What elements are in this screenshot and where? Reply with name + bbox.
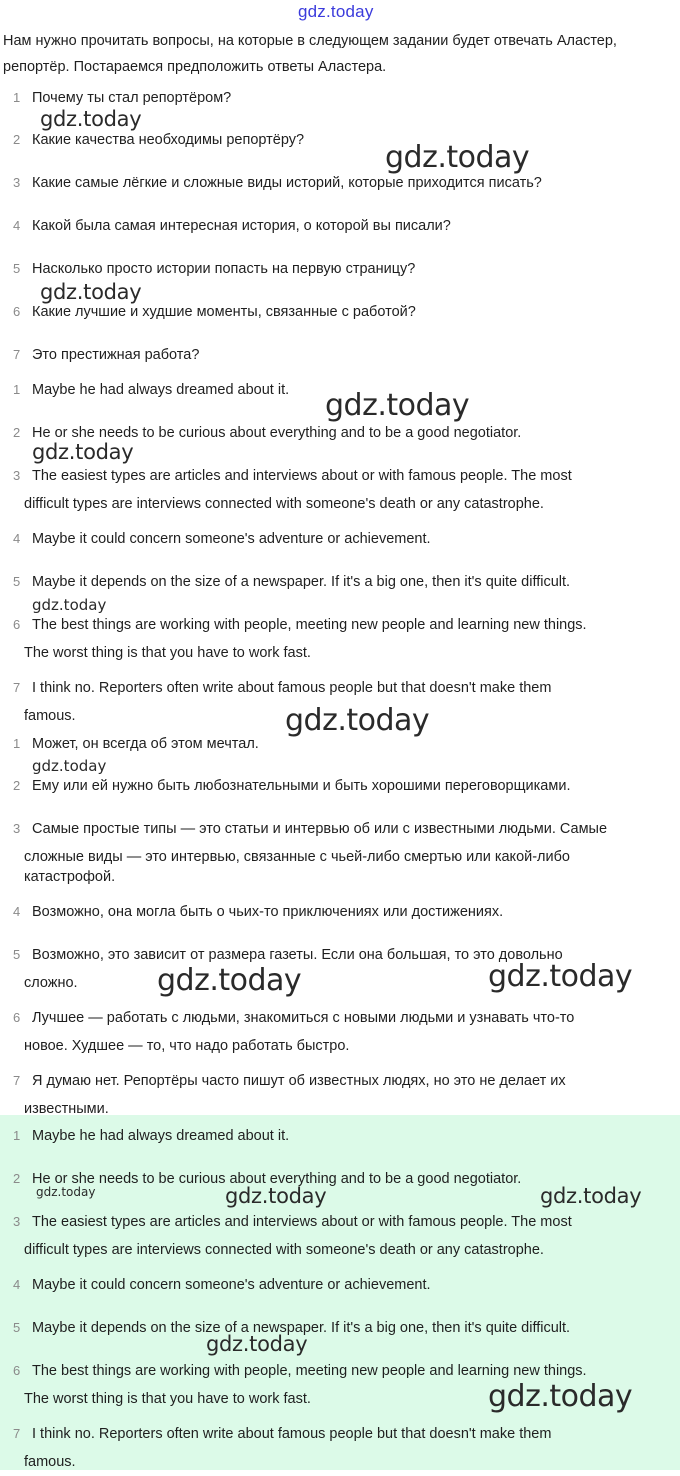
answer-text-continued: famous. <box>24 708 76 724</box>
item-number: 5 <box>13 947 21 962</box>
watermark: gdz.today <box>32 440 134 464</box>
question-text: Какие самые лёгкие и сложные виды историй, которые приходится писать? <box>32 175 542 191</box>
watermark: gdz.today <box>157 963 302 998</box>
answer-text: Я думаю нет. Репортёры часто пишут об известных людях, но это не делает их <box>32 1073 566 1089</box>
answer-text-continued: новое. Худшее — то, что надо работать быстро. <box>24 1038 350 1054</box>
watermark: gdz.today <box>40 107 142 131</box>
watermark: gdz.today <box>40 280 142 304</box>
answer-text-continued: известными. <box>24 1101 109 1117</box>
question-text: Какой была самая интересная история, о которой вы писали? <box>32 218 451 234</box>
answer-text-continued: сложно. <box>24 975 78 991</box>
answer-text: The best things are working with people, meeting new people and learning new things. <box>32 1363 587 1379</box>
item-number: 6 <box>13 1010 21 1025</box>
item-number: 4 <box>13 904 21 919</box>
item-number: 3 <box>13 821 21 836</box>
item-number: 6 <box>13 617 21 632</box>
intro-paragraph: Нам нужно прочитать вопросы, на которые в следующем задании будет отвечать Аластер, репортёр. Постараемся предположить ответы Аластера. <box>3 33 617 75</box>
question-text: Насколько просто истории попасть на первую страницу? <box>32 261 416 277</box>
answer-text-continued: difficult types are interviews connected with someone's death or any catastrophe. <box>24 1242 544 1258</box>
answer-text-continued: famous. <box>24 1454 76 1470</box>
answer-text-continued: The worst thing is that you have to work fast. <box>24 645 311 661</box>
item-number: 7 <box>13 347 21 362</box>
watermark: gdz.today <box>206 1332 308 1356</box>
answer-text: Возможно, это зависит от размера газеты. Если она большая, то это довольно <box>32 947 563 963</box>
item-number: 2 <box>13 132 21 147</box>
item-number: 5 <box>13 261 21 276</box>
answer-text-continued: катастрофой. <box>24 869 116 885</box>
item-number: 2 <box>13 778 21 793</box>
watermark: gdz.today <box>325 388 470 423</box>
item-number: 4 <box>13 531 21 546</box>
watermark: gdz.today <box>488 1379 633 1414</box>
item-number: 1 <box>13 382 21 397</box>
watermark: gdz.today <box>385 140 530 175</box>
watermark: gdz.today <box>32 596 107 614</box>
watermark: gdz.today <box>36 1185 96 1199</box>
answer-text: He or she needs to be curious about everything and to be a good negotiator. <box>32 425 522 441</box>
item-number: 1 <box>13 90 21 105</box>
watermark: gdz.today <box>285 703 430 738</box>
answer-text: Самые простые типы — это статьи и интервью об или с известными людьми. Самые <box>32 821 608 837</box>
question-text: Какие лучшие и худшие моменты, связанные с работой? <box>32 304 416 320</box>
item-number: 7 <box>13 1426 21 1441</box>
answer-text: I think no. Reporters often write about famous people but that doesn't make them <box>32 680 552 696</box>
answer-text: The best things are working with people, meeting new people and learning new things. <box>32 617 587 633</box>
item-number: 3 <box>13 175 21 190</box>
item-number: 2 <box>13 1171 21 1186</box>
item-number: 7 <box>13 1073 21 1088</box>
watermark: gdz.today <box>540 1184 642 1208</box>
answer-text-continued: difficult types are interviews connected with someone's death or any catastrophe. <box>24 496 544 512</box>
answer-text: Может, он всегда об этом мечтал. <box>32 736 259 752</box>
answer-text: The easiest types are articles and interviews about or with famous people. The most <box>32 1214 572 1230</box>
answer-text: Maybe it could concern someone's adventure or achievement. <box>32 1277 431 1293</box>
question-text: Какие качества необходимы репортёру? <box>32 132 305 148</box>
question-text: Это престижная работа? <box>32 347 200 363</box>
answer-text: The easiest types are articles and interviews about or with famous people. The most <box>32 468 572 484</box>
item-number: 5 <box>13 574 21 589</box>
item-number: 1 <box>13 1128 21 1143</box>
item-number: 7 <box>13 680 21 695</box>
answer-text: Maybe he had always dreamed about it. <box>32 382 290 398</box>
item-number: 3 <box>13 468 21 483</box>
watermark: gdz.today <box>488 959 633 994</box>
watermark: gdz.today <box>225 1184 327 1208</box>
answer-text: Ему или ей нужно быть любознательными и быть хорошими переговорщиками. <box>32 778 571 794</box>
answer-text-continued: The worst thing is that you have to work fast. <box>24 1391 311 1407</box>
watermark: gdz.today <box>32 757 107 775</box>
question-text: Почему ты стал репортёром? <box>32 90 232 106</box>
answer-text: Maybe it depends on the size of a newspaper. If it's a big one, then it's quite difficult. <box>32 574 571 590</box>
answer-text: I think no. Reporters often write about famous people but that doesn't make them <box>32 1426 552 1442</box>
item-number: 6 <box>13 1363 21 1378</box>
item-number: 2 <box>13 425 21 440</box>
answer-text: Maybe it could concern someone's adventure or achievement. <box>32 531 431 547</box>
answer-text: Maybe it depends on the size of a newspaper. If it's a big one, then it's quite difficult. <box>32 1320 571 1336</box>
top-watermark: gdz.today <box>298 2 374 21</box>
item-number: 4 <box>13 218 21 233</box>
answer-text: Maybe he had always dreamed about it. <box>32 1128 290 1144</box>
item-number: 4 <box>13 1277 21 1292</box>
answer-text: Лучшее — работать с людьми, знакомиться с новыми людьми и узнавать что-то <box>32 1010 575 1026</box>
item-number: 3 <box>13 1214 21 1229</box>
answer-text-continued: сложные виды — это интервью, связанные с чьей-либо смертью или какой-либо <box>24 849 570 865</box>
item-number: 6 <box>13 304 21 319</box>
item-number: 5 <box>13 1320 21 1335</box>
answer-text: Возможно, она могла быть о чьих-то приключениях или достижениях. <box>32 904 504 920</box>
answer-text: He or she needs to be curious about everything and to be a good negotiator. <box>32 1171 522 1187</box>
item-number: 1 <box>13 736 21 751</box>
